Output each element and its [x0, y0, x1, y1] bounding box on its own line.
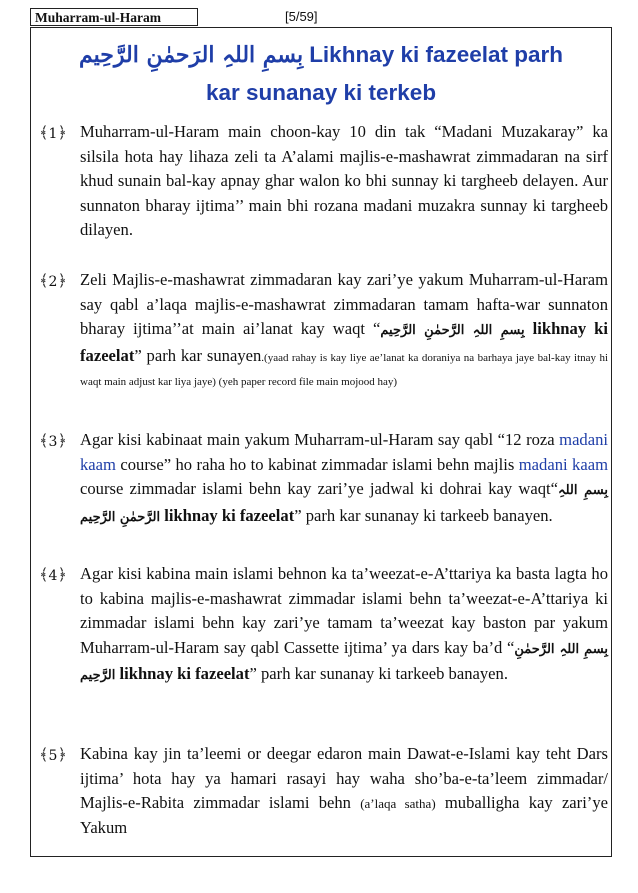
item-text: Agar kisi kabinaat main yakum Muharram-ul-Haram say qabl “12 roza madani kaam course” ho raha ho to kabinat zimmadar islami behn majlis madani kaam course zimmadar islami behn kay zari’ye jadwal ki dohrai kay waqt“بِسمِ اللہِ الرَّحمٰنِ الرَّحِیم likhnay ki fazeelat” parh kar sunanay ki tarkeeb banayen.: [80, 430, 608, 525]
item-number-badge: ﴾3﴿: [39, 431, 67, 450]
title-arabic: بِسمِ اللہِ الرَحمٰنِ الرَّحِیم: [78, 42, 304, 68]
section-tag: Muharram-ul-Haram: [30, 8, 198, 26]
item-text: Muharram-ul-Haram main choon-kay 10 din tak “Madani Muzakaray” ka silsila hota hay lihaza zeli ta A’alami majlis-e-mashawrat zimmadaran na sirf khud sunain bal-kay apnay ghar walon ko bhi sunnay ki targheeb delayen. Aur sunnaton bharay ijtima’’ main bhi rozana madani muzakra sunnay ki targheeb dilayen.: [80, 122, 608, 240]
list-item-3: [36, 428, 608, 530]
list-item-5: [36, 742, 608, 840]
page-number: [5/59]: [285, 9, 318, 24]
inline-arabic: بِسمِ اللہِ الرَّحمٰنِ الرَّحِیم: [380, 323, 525, 339]
highlight-text: madani kaam: [80, 430, 608, 474]
inline-arabic: بِسمِ اللہِ الرَّحمٰنِ الرَّحِیم: [80, 483, 608, 525]
title-line1: Likhnay ki fazeelat parh: [309, 42, 564, 67]
item-number-badge: ﴾4﴿: [39, 565, 67, 584]
list-item-4: [36, 562, 608, 689]
highlight-text: madani kaam: [518, 454, 608, 474]
item-text: Zeli Majlis-e-mashawrat zimmadaran kay zari’ye yakum Muharram-ul-Haram say qabl a’laqa majlis-e-mashawrat zimmadaran tamam hafta-war sunnaton bharay ijtima’’at main ai’lanat kay waqt “بِسمِ اللہِ الرَّحمٰنِ الرَّحِیم likhnay ki fazeelat” parh kar sunayen.(yaad rahay is kay liye ae’lanat ka doraniya na barhaya jaye bal-kay itnay hi waqt main adjust kar liya jaye) (yeh paper record file main mojood hay): [80, 270, 608, 389]
item-note: .(yaad rahay is kay liye ae’lanat ka doraniya na barhaya jaye bal-kay itnay hi waqt main adjust kar liya jaye) (yeh paper record file main mojood hay): [80, 351, 608, 389]
list-item-1: [36, 120, 608, 243]
list-item-2: [36, 268, 608, 393]
title-line2: kar sunanay ki terkeb: [205, 80, 437, 105]
item-number-badge: ﴾2﴿: [39, 271, 67, 290]
item-text: Kabina kay jin ta’leemi or deegar edaron main Dawat-e-Islami kay teht Dars ijtima’ hota hay ya hamari rasayi hay waha sho’ba-e-ta’leem zimmadar/ Majlis-e-Rabita zimmadar islami behn (a’laqa satha) muballigha kay zari’ye Yakum: [80, 744, 608, 837]
item-text: Agar kisi kabina main islami behnon ka ta’weezat-e-A’ttariya ka basta lagta ho to kabina majlis-e-mashawrat zimmadar islami behn ta’weezat-e-A’ttariya ki zimmadar islami behn kay zari’ye tamam ta’weezat kay baston par yakum Muharram-ul-Haram say qabl Cassette ijtima’ ya dars kay ba’d “بِسمِ اللہِ الرَّحمٰنِ الرَّحِیم likhnay ki fazeelat” parh kar sunanay ki tarkeeb banayen.: [80, 564, 609, 684]
inline-arabic: بِسمِ اللہِ الرَّحمٰنِ الرَّحِیم: [80, 641, 609, 684]
item-number-badge: ﴾1﴿: [39, 123, 67, 142]
page-title: [40, 36, 602, 112]
item-number-badge: ﴾5﴿: [39, 745, 67, 764]
